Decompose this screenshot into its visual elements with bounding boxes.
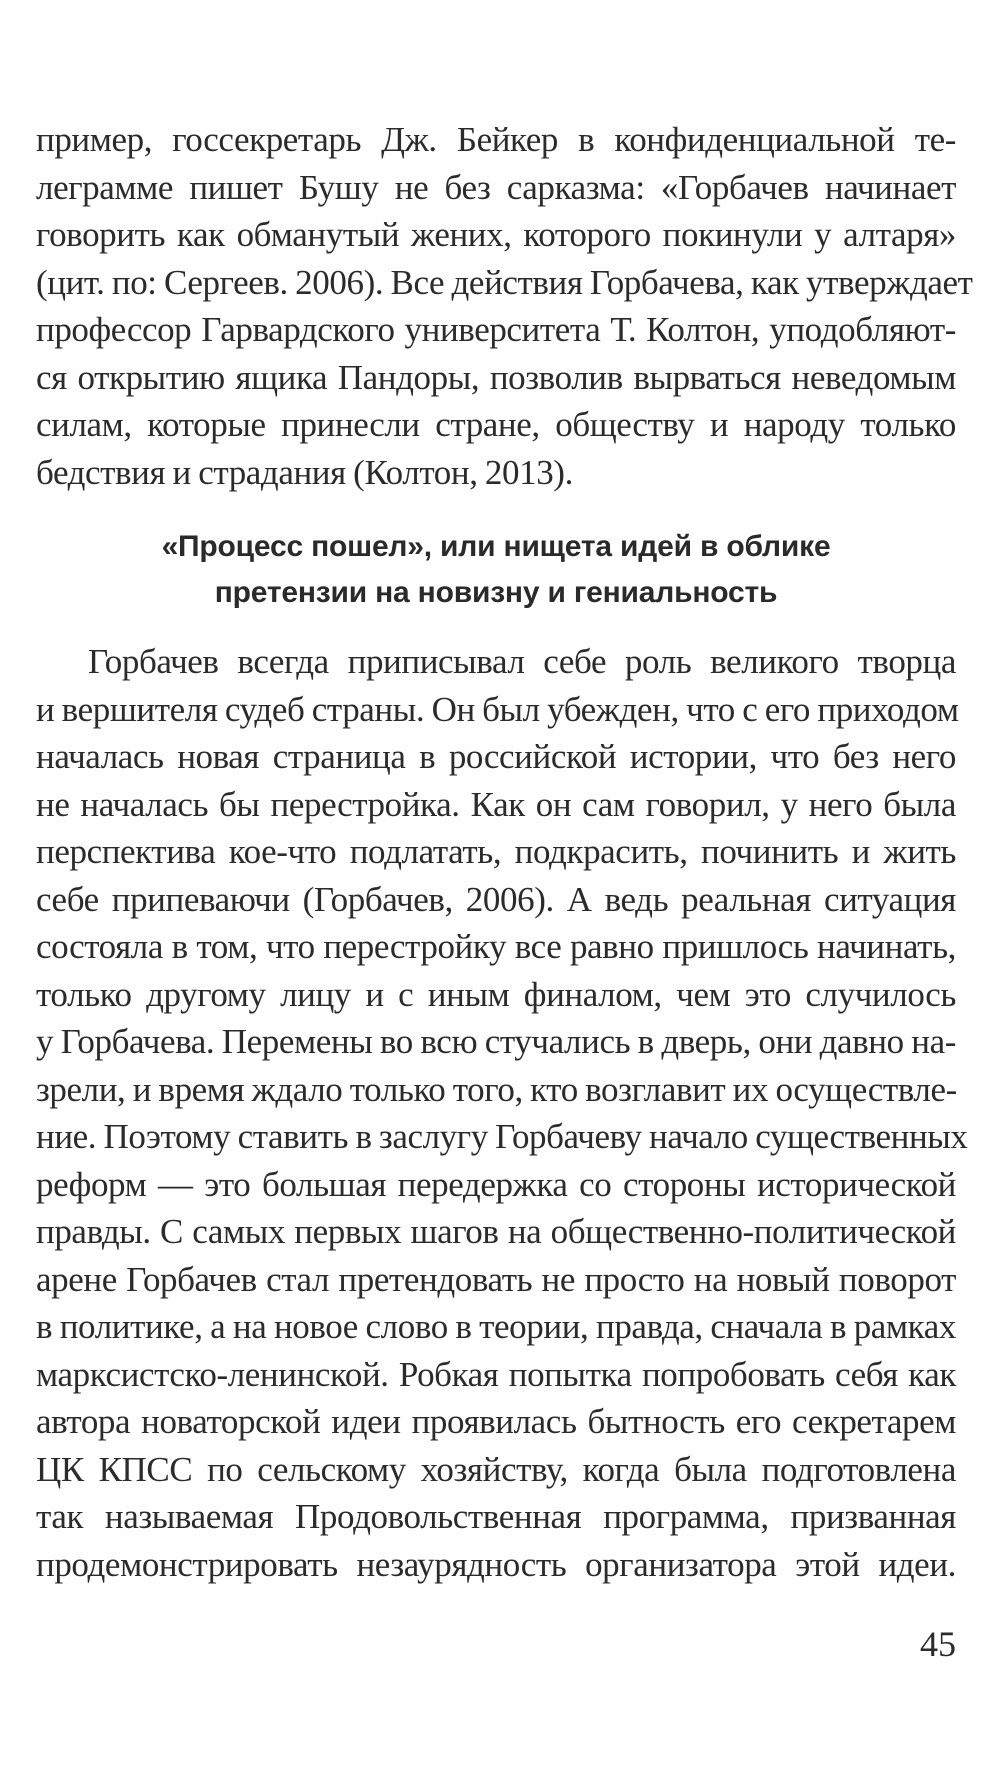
text-line: ние. Поэтому ставить в заслугу Горбачеву начало существенных: [36, 1117, 968, 1156]
text-line: продемонстрировать незаурядность организатора этой идеи.: [36, 1544, 956, 1584]
text-line: так называемая Продовольственная программа, призванная: [36, 1497, 956, 1536]
text-line: и вершителя судеб страны. Он был убежден, что с его приходом: [36, 689, 959, 729]
text-line: ся открытию ящика Пандоры, позволив вырваться неведомым: [36, 357, 956, 397]
text-line: профессор Гарвардского университета Т. Колтон, уподобляют-: [36, 310, 956, 349]
heading-line-2: претензии на новизну и гениальность: [214, 576, 778, 609]
text-line: силам, которые принесли стране, обществу и народу только: [36, 405, 956, 444]
text-line: себе припеваючи (Горбачев, 2006). А ведь реальная ситуация: [36, 879, 956, 919]
text-line: Горбачев всегда приписывал себе роль великого творца: [88, 642, 956, 681]
text-line: говорить как обманутый жених, которого покинули у алтаря»: [36, 215, 956, 254]
text-line: бедствия и страдания (Колтон, 2013).: [36, 452, 573, 492]
text-line: в политике, а на новое слово в теории, правда, сначала в рамках: [36, 1307, 956, 1346]
text-line: леграмме пишет Бушу не без сарказма: «Горбачев начинает: [36, 167, 956, 207]
paragraph-2: [36, 638, 968, 1588]
text-line: правды. С самых первых шагов на общественно-политической: [36, 1212, 956, 1251]
text-line: марксистско-ленинской. Робкая попытка попробовать себя как: [36, 1354, 956, 1394]
text-line: автора новаторской идеи проявилась бытность его секретарем: [36, 1402, 956, 1441]
text-line: пример, госсекретарь Дж. Бейкер в конфиденциальной те-: [36, 120, 956, 159]
page-number: 45: [920, 1624, 956, 1664]
text-line: ЦК КПСС по сельскому хозяйству, когда была подготовлена: [36, 1449, 956, 1489]
text-line: арене Горбачев стал претендовать не просто на новый поворот: [36, 1259, 956, 1299]
heading-line-1: «Процесс пошел», или нищета идей в облике: [161, 530, 831, 563]
section-heading: [36, 524, 956, 616]
text-line: (цит. по: Сергеев. 2006). Все действия Горбачева, как утверждает: [36, 262, 973, 302]
text-line: началась новая страница в российской истории, что без него: [36, 737, 956, 776]
text-line: перспектива кое-что подлатать, подкрасить, починить и жить: [36, 832, 956, 871]
text-line: зрели, и время ждало только того, кто возглавит их осуществле-: [36, 1069, 957, 1109]
text-line: только другому лицу и с иным финалом, чем это случилось: [36, 974, 956, 1014]
text-line: состояла в том, что перестройку все равно пришлось начинать,: [36, 927, 956, 966]
text-line: реформ — это большая передержка со стороны исторической: [36, 1164, 956, 1204]
text-line: не началась бы перестройка. Как он сам говорил, у него была: [36, 784, 956, 824]
paragraph-1: [36, 116, 973, 496]
text-line: у Горбачева. Перемены во всю стучались в дверь, они давно на-: [36, 1022, 956, 1061]
